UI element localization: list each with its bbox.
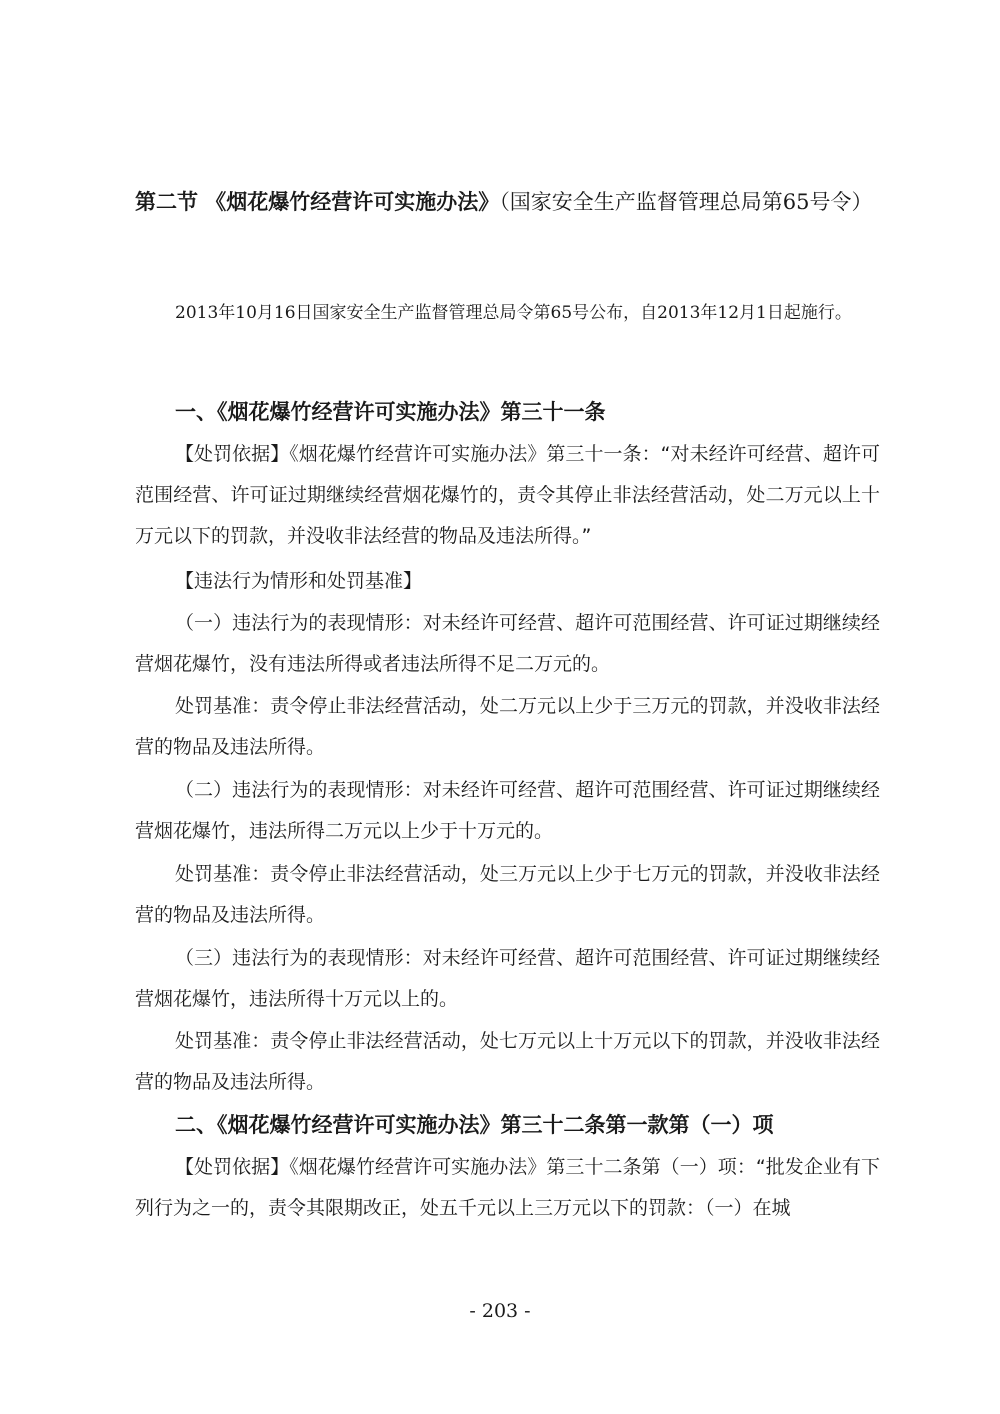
article-1-case-1-penalty: 处罚基准：责令停止非法经营活动，处二万元以上少于三万元的罚款，并没收非法经营的物品及违法所得。 — [135, 695, 880, 758]
article-1-case-1-situation: （一）违法行为的表现情形：对未经许可经营、超许可范围经营、许可证过期继续经营烟花爆竹，没有违法所得或者违法所得不足二万元的。 — [135, 612, 880, 675]
page-number: - 203 - — [469, 1300, 531, 1322]
article-1-case-2-penalty: 处罚基准：责令停止非法经营活动，处三万元以上少于七万元的罚款，并没收非法经营的物品及违法所得。 — [135, 863, 880, 926]
article-1-heading: 一、《烟花爆竹经营许可实施办法》第三十一条 — [175, 399, 606, 424]
article-2-heading: 二、《烟花爆竹经营许可实施办法》第三十二条第一款第（一）项 — [175, 1112, 774, 1137]
article-1-case-2-situation: （二）违法行为的表现情形：对未经许可经营、超许可范围经营、许可证过期继续经营烟花爆竹，违法所得二万元以上少于十万元的。 — [135, 779, 880, 842]
article-1-penalty-basis: 【处罚依据】《烟花爆竹经营许可实施办法》第三十一条：“对未经许可经营、超许可范围经营、许可证过期继续经营烟花爆竹的，责令其停止非法经营活动，处二万元以上十万元以下的罚款，并没收非法经营的物品及违法所得。” — [135, 443, 880, 547]
promulgation-note: 2013年10月16日国家安全生产监督管理总局令第65号公布，自2013年12月1日起施行。 — [175, 303, 852, 323]
section-title-source: （国家安全生产监督管理总局第65号令） — [499, 190, 873, 214]
article-1-case-3-penalty: 处罚基准：责令停止非法经营活动，处七万元以上十万元以下的罚款，并没收非法经营的物品及违法所得。 — [135, 1030, 880, 1093]
section-title-main: 第二节 《烟花爆竹经营许可实施办法》 — [135, 189, 500, 214]
article-2-penalty-basis: 【处罚依据】《烟花爆竹经营许可实施办法》第三十二条第（一）项：“批发企业有下列行为之一的，责令其限期改正，处五千元以上三万元以下的罚款：（一）在城 — [135, 1156, 880, 1219]
section-title — [135, 180, 880, 224]
article-1-standard-label: 【违法行为情形和处罚基准】 — [175, 570, 423, 592]
article-1-case-3-situation: （三）违法行为的表现情形：对未经许可经营、超许可范围经营、许可证过期继续经营烟花爆竹，违法所得十万元以上的。 — [135, 947, 880, 1010]
